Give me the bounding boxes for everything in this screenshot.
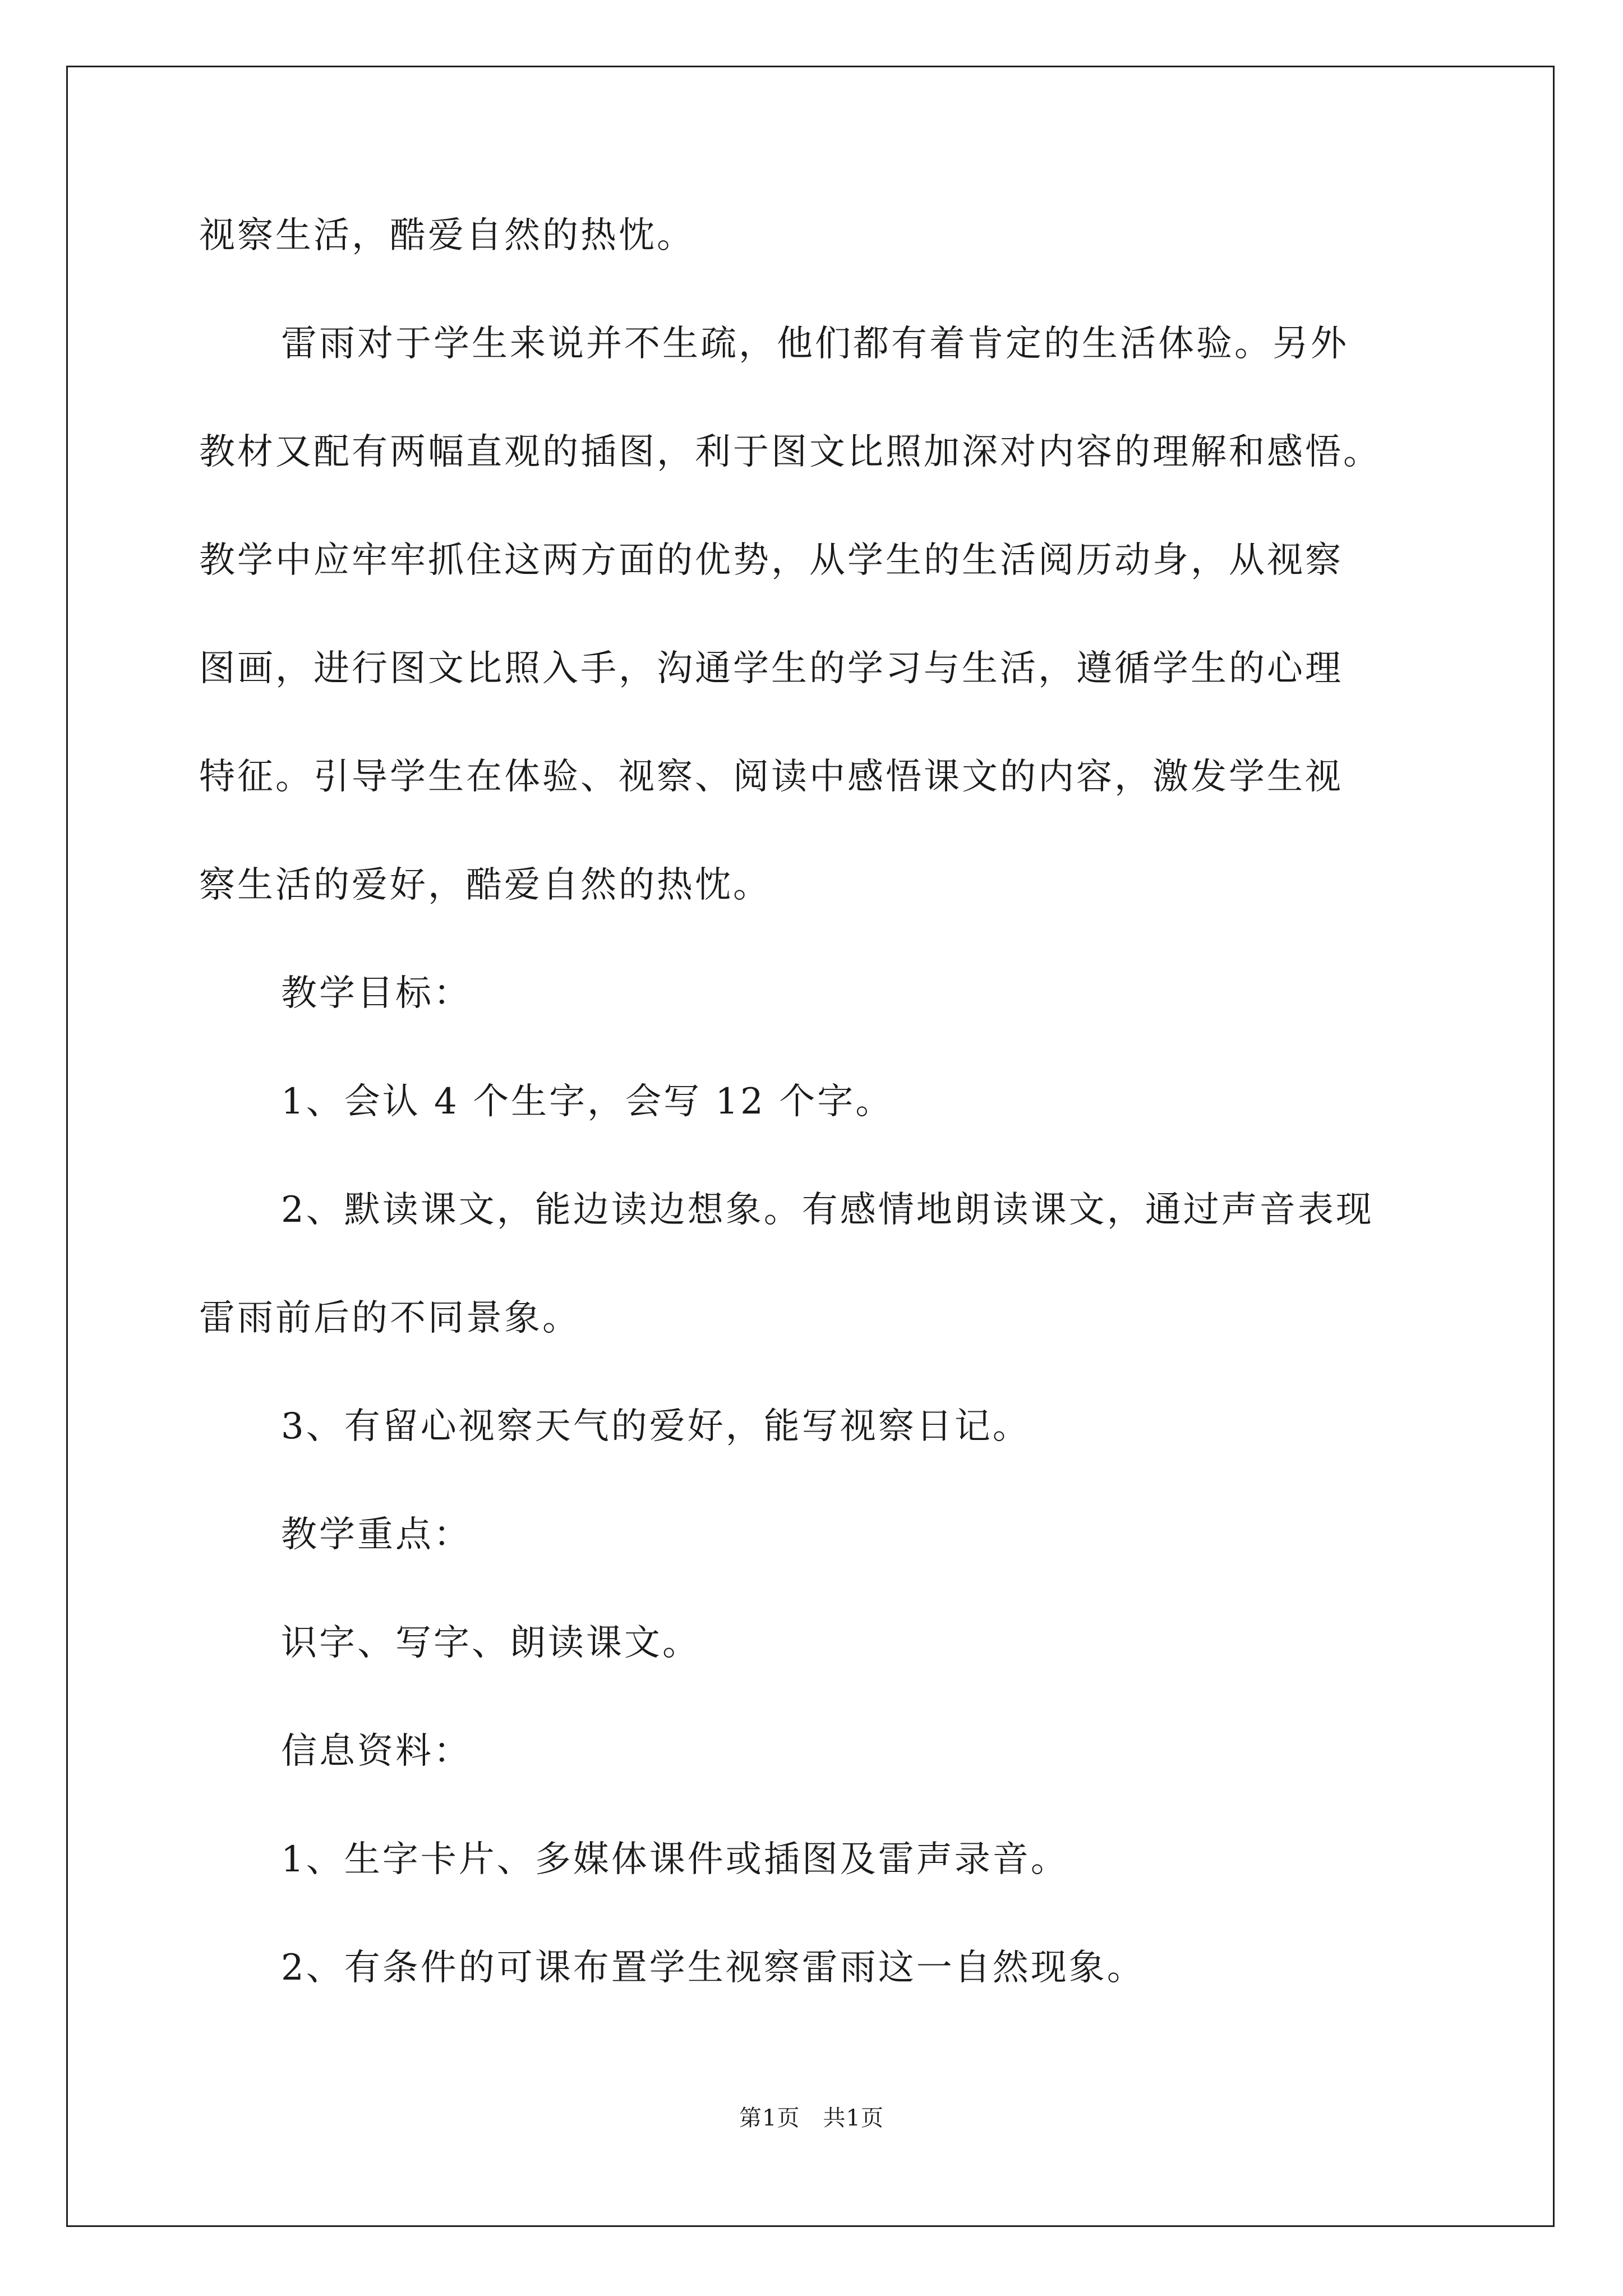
section-heading: 教学重点： (281, 1514, 472, 1556)
paragraph-line: 察生活的爱好，酷爱自然的热忱。 (199, 864, 771, 906)
paragraph-line: 雷雨前后的不同景象。 (199, 1297, 580, 1339)
list-item: 1、会认 4 个生字，会写 12 个字。 (281, 1081, 894, 1122)
paragraph-line: 视察生活，酷爱自然的热忱。 (199, 215, 695, 256)
section-heading: 教学目标： (281, 973, 472, 1014)
list-item: 2、默读课文，能边读边想象。有感情地朗读课文，通过声音表现 (281, 1189, 1374, 1231)
paragraph-line: 图画，进行图文比照入手，沟通学生的学习与生活，遵循学生的心理 (199, 648, 1343, 689)
list-item: 2、有条件的可课布置学生视察雷雨这一自然现象。 (281, 1947, 1145, 1989)
page-number-footer: 第1页 共1页 (739, 2105, 884, 2131)
paragraph-line: 教材又配有两幅直观的插图，利于图文比照加深对内容的理解和感悟。 (199, 431, 1381, 473)
section-heading: 信息资料： (281, 1731, 472, 1772)
list-item: 1、生字卡片、多媒体课件或插图及雷声录音。 (281, 1839, 1069, 1880)
paragraph-line: 识字、写字、朗读课文。 (281, 1622, 700, 1664)
paragraph-line: 教学中应牢牢抓住这两方面的优势，从学生的生活阅历动身，从视察 (199, 540, 1343, 581)
document-body (199, 209, 1455, 2049)
paragraph-line: 特征。引导学生在体验、视察、阅读中感悟课文的内容，激发学生视 (199, 756, 1343, 798)
paragraph-line: 雷雨对于学生来说并不生疏，他们都有着肯定的生活体验。另外 (281, 323, 1349, 365)
list-item: 3、有留心视察天气的爱好，能写视察日记。 (281, 1406, 1031, 1447)
